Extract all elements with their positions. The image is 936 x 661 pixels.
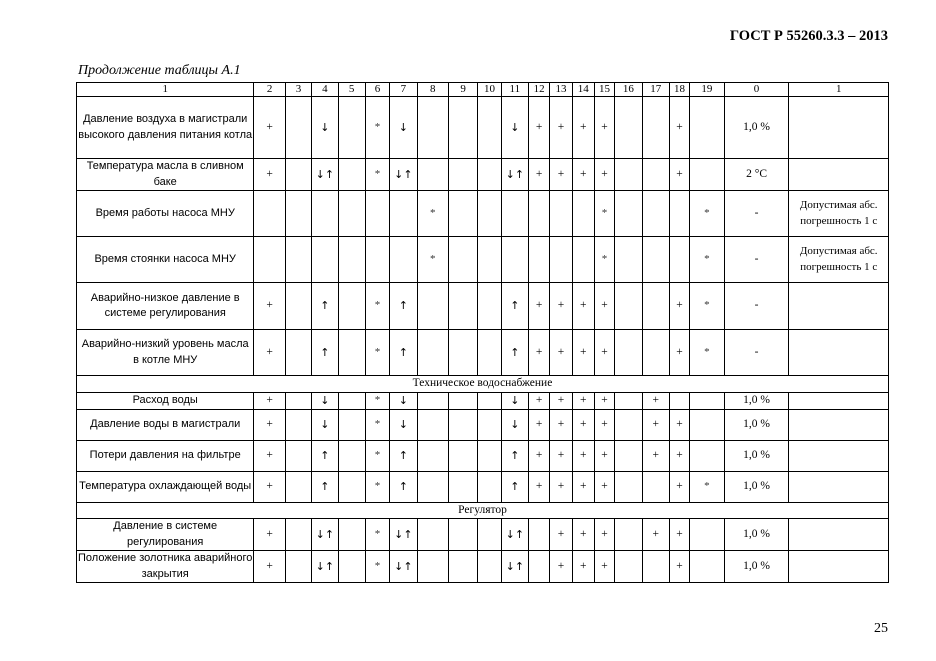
table-row xyxy=(77,330,889,376)
mark-cell xyxy=(338,440,365,471)
mark-cell: + xyxy=(594,393,614,410)
mark-cell xyxy=(690,519,724,551)
section-row xyxy=(77,502,889,519)
mark-cell: * xyxy=(690,283,724,330)
table-row xyxy=(77,283,889,330)
mark-cell: + xyxy=(550,409,572,440)
mark-cell: * xyxy=(690,237,724,283)
mark-cell xyxy=(285,97,311,159)
mark-cell: * xyxy=(365,97,389,159)
section-row xyxy=(77,376,889,393)
accuracy-cell: 1,0 % xyxy=(724,519,789,551)
mark-cell xyxy=(417,393,448,410)
mark-cell: * xyxy=(690,471,724,502)
table-row xyxy=(77,409,889,440)
mark-cell: + xyxy=(642,519,669,551)
mark-cell: + xyxy=(572,393,594,410)
column-header: 17 xyxy=(642,83,669,97)
mark-cell: ↑ xyxy=(312,283,338,330)
mark-cell: + xyxy=(254,159,285,191)
mark-cell: + xyxy=(254,330,285,376)
mark-cell xyxy=(478,440,501,471)
mark-cell: + xyxy=(550,283,572,330)
mark-cell: ↓↑ xyxy=(501,519,528,551)
mark-cell: + xyxy=(254,551,285,583)
mark-cell: + xyxy=(572,409,594,440)
mark-cell: + xyxy=(550,551,572,583)
mark-cell xyxy=(615,97,642,159)
mark-cell xyxy=(448,519,477,551)
mark-cell: ↑ xyxy=(501,283,528,330)
mark-cell: + xyxy=(572,283,594,330)
document-code: ГОСТ Р 55260.3.3 – 2013 xyxy=(729,28,888,44)
mark-cell xyxy=(338,519,365,551)
note-cell xyxy=(789,159,889,191)
mark-cell xyxy=(478,551,501,583)
mark-cell xyxy=(448,97,477,159)
mark-cell xyxy=(448,330,477,376)
mark-cell: ↑ xyxy=(312,471,338,502)
mark-cell: ↓ xyxy=(390,393,417,410)
mark-cell: + xyxy=(669,283,689,330)
mark-cell xyxy=(478,409,501,440)
mark-cell xyxy=(254,237,285,283)
mark-cell: + xyxy=(254,519,285,551)
mark-cell xyxy=(417,551,448,583)
mark-cell xyxy=(529,191,550,237)
mark-cell xyxy=(690,551,724,583)
mark-cell: + xyxy=(254,440,285,471)
mark-cell: * xyxy=(690,330,724,376)
note-cell xyxy=(789,551,889,583)
mark-cell xyxy=(338,330,365,376)
column-header: 12 xyxy=(529,83,550,97)
column-header: 15 xyxy=(594,83,614,97)
mark-cell: + xyxy=(669,330,689,376)
mark-cell xyxy=(417,471,448,502)
mark-cell xyxy=(285,440,311,471)
mark-cell: + xyxy=(254,471,285,502)
mark-cell xyxy=(615,551,642,583)
accuracy-cell: - xyxy=(724,330,789,376)
mark-cell xyxy=(285,237,311,283)
accuracy-cell: 1,0 % xyxy=(724,97,789,159)
mark-cell xyxy=(365,237,389,283)
mark-cell: + xyxy=(572,97,594,159)
mark-cell xyxy=(615,191,642,237)
mark-cell xyxy=(390,191,417,237)
mark-cell: + xyxy=(669,97,689,159)
mark-cell: ↓↑ xyxy=(312,159,338,191)
mark-cell: ↓ xyxy=(312,393,338,410)
mark-cell xyxy=(642,237,669,283)
mark-cell: + xyxy=(669,519,689,551)
mark-cell: ↓↑ xyxy=(312,551,338,583)
mark-cell xyxy=(642,159,669,191)
mark-cell: + xyxy=(642,393,669,410)
accuracy-cell: 1,0 % xyxy=(724,471,789,502)
mark-cell xyxy=(529,519,550,551)
mark-cell: + xyxy=(254,393,285,410)
mark-cell xyxy=(285,159,311,191)
mark-cell: + xyxy=(529,409,550,440)
mark-cell: ↑ xyxy=(390,440,417,471)
mark-cell: * xyxy=(417,237,448,283)
mark-cell xyxy=(615,330,642,376)
mark-cell xyxy=(448,440,477,471)
table-row xyxy=(77,519,889,551)
mark-cell: + xyxy=(669,551,689,583)
mark-cell: * xyxy=(365,393,389,410)
column-header: 1 xyxy=(77,83,254,97)
mark-cell xyxy=(285,191,311,237)
column-header: 1 xyxy=(789,83,889,97)
note-cell xyxy=(789,97,889,159)
mark-cell: * xyxy=(365,409,389,440)
mark-cell: ↓ xyxy=(312,409,338,440)
parameter-name: Потери давления на фильтре xyxy=(77,440,254,471)
column-header: 0 xyxy=(724,83,789,97)
table-row xyxy=(77,159,889,191)
mark-cell xyxy=(669,393,689,410)
note-cell xyxy=(789,471,889,502)
mark-cell xyxy=(615,159,642,191)
mark-cell xyxy=(448,237,477,283)
mark-cell xyxy=(615,409,642,440)
mark-cell xyxy=(478,330,501,376)
mark-cell xyxy=(448,409,477,440)
parameter-name: Давление воздуха в магистрали высокого давления питания котла xyxy=(77,97,254,159)
mark-cell xyxy=(550,237,572,283)
column-header: 4 xyxy=(312,83,338,97)
column-header: 14 xyxy=(572,83,594,97)
mark-cell xyxy=(642,551,669,583)
mark-cell: ↓ xyxy=(501,409,528,440)
mark-cell: + xyxy=(529,283,550,330)
mark-cell: + xyxy=(594,409,614,440)
column-header: 7 xyxy=(390,83,417,97)
mark-cell xyxy=(417,440,448,471)
mark-cell: + xyxy=(254,97,285,159)
note-cell xyxy=(789,330,889,376)
mark-cell: ↓↑ xyxy=(501,159,528,191)
mark-cell: + xyxy=(254,409,285,440)
mark-cell: + xyxy=(550,330,572,376)
mark-cell: + xyxy=(594,471,614,502)
mark-cell: + xyxy=(594,330,614,376)
mark-cell xyxy=(285,519,311,551)
parameter-name: Время стоянки насоса МНУ xyxy=(77,237,254,283)
parameter-name: Расход воды xyxy=(77,393,254,410)
mark-cell: ↓↑ xyxy=(390,551,417,583)
table-row xyxy=(77,191,889,237)
mark-cell: + xyxy=(550,393,572,410)
parameter-name: Давление в системе регулирования xyxy=(77,519,254,551)
mark-cell xyxy=(285,471,311,502)
column-header: 6 xyxy=(365,83,389,97)
accuracy-cell: 1,0 % xyxy=(724,393,789,410)
mark-cell: ↑ xyxy=(390,283,417,330)
accuracy-cell: 1,0 % xyxy=(724,409,789,440)
accuracy-cell: - xyxy=(724,283,789,330)
mark-cell xyxy=(448,551,477,583)
note-cell xyxy=(789,409,889,440)
parameter-name: Аварийно-низкое давление в системе регулирования xyxy=(77,283,254,330)
mark-cell: ↓↑ xyxy=(501,551,528,583)
table-row xyxy=(77,551,889,583)
mark-cell xyxy=(448,283,477,330)
mark-cell: * xyxy=(365,519,389,551)
mark-cell xyxy=(478,471,501,502)
parameters-table xyxy=(76,82,889,583)
mark-cell xyxy=(417,159,448,191)
mark-cell: * xyxy=(365,330,389,376)
mark-cell: + xyxy=(529,97,550,159)
mark-cell: * xyxy=(365,440,389,471)
mark-cell xyxy=(312,237,338,283)
mark-cell xyxy=(417,97,448,159)
mark-cell xyxy=(690,159,724,191)
mark-cell xyxy=(338,393,365,410)
accuracy-cell: - xyxy=(724,191,789,237)
table-body xyxy=(77,83,889,583)
mark-cell: + xyxy=(572,551,594,583)
mark-cell xyxy=(690,440,724,471)
table-row xyxy=(77,471,889,502)
mark-cell xyxy=(390,237,417,283)
mark-cell: ↓ xyxy=(501,97,528,159)
mark-cell: ↑ xyxy=(390,330,417,376)
mark-cell: + xyxy=(572,519,594,551)
mark-cell: ↓ xyxy=(390,97,417,159)
mark-cell: + xyxy=(594,440,614,471)
mark-cell xyxy=(478,97,501,159)
mark-cell: + xyxy=(572,471,594,502)
parameter-name: Положение золотника аварийного закрытия xyxy=(77,551,254,583)
note-cell: Допустимая абс. погрешность 1 с xyxy=(789,237,889,283)
mark-cell: * xyxy=(365,159,389,191)
mark-cell xyxy=(615,237,642,283)
column-header: 19 xyxy=(690,83,724,97)
mark-cell: ↑ xyxy=(312,440,338,471)
mark-cell xyxy=(417,330,448,376)
mark-cell: + xyxy=(594,159,614,191)
mark-cell xyxy=(478,191,501,237)
mark-cell: + xyxy=(669,409,689,440)
mark-cell: + xyxy=(550,97,572,159)
column-header: 10 xyxy=(478,83,501,97)
mark-cell xyxy=(478,237,501,283)
note-cell xyxy=(789,519,889,551)
mark-cell: * xyxy=(594,237,614,283)
mark-cell: + xyxy=(594,519,614,551)
column-header: 11 xyxy=(501,83,528,97)
parameter-name: Аварийно-низкий уровень масла в котле МНУ xyxy=(77,330,254,376)
mark-cell xyxy=(690,393,724,410)
column-header: 16 xyxy=(615,83,642,97)
mark-cell: + xyxy=(594,97,614,159)
mark-cell: ↑ xyxy=(390,471,417,502)
table-row xyxy=(77,440,889,471)
mark-cell xyxy=(615,440,642,471)
accuracy-cell: 1,0 % xyxy=(724,551,789,583)
mark-cell: + xyxy=(550,471,572,502)
mark-cell xyxy=(478,393,501,410)
mark-cell: + xyxy=(572,159,594,191)
table-header-row xyxy=(77,83,889,97)
mark-cell: + xyxy=(642,409,669,440)
mark-cell: + xyxy=(594,551,614,583)
mark-cell xyxy=(338,409,365,440)
mark-cell xyxy=(285,551,311,583)
table-row xyxy=(77,393,889,410)
mark-cell xyxy=(285,393,311,410)
mark-cell xyxy=(642,330,669,376)
mark-cell xyxy=(338,159,365,191)
mark-cell: ↓ xyxy=(390,409,417,440)
mark-cell: ↓ xyxy=(312,97,338,159)
note-cell xyxy=(789,283,889,330)
mark-cell xyxy=(285,330,311,376)
mark-cell xyxy=(615,471,642,502)
table-caption: Продолжение таблицы А.1 xyxy=(78,63,241,78)
mark-cell: + xyxy=(529,159,550,191)
section-title: Техническое водоснабжение xyxy=(77,376,889,393)
accuracy-cell: 2 °С xyxy=(724,159,789,191)
mark-cell xyxy=(417,519,448,551)
mark-cell: * xyxy=(417,191,448,237)
mark-cell: + xyxy=(529,393,550,410)
mark-cell xyxy=(478,159,501,191)
mark-cell: * xyxy=(365,471,389,502)
mark-cell xyxy=(338,97,365,159)
mark-cell xyxy=(501,237,528,283)
mark-cell xyxy=(529,237,550,283)
mark-cell: * xyxy=(365,551,389,583)
mark-cell: + xyxy=(594,283,614,330)
note-cell: Допустимая абс. погрешность 1 с xyxy=(789,191,889,237)
mark-cell xyxy=(338,283,365,330)
mark-cell: + xyxy=(642,440,669,471)
mark-cell: ↓↑ xyxy=(390,519,417,551)
mark-cell: ↑ xyxy=(312,330,338,376)
mark-cell xyxy=(338,551,365,583)
mark-cell xyxy=(448,471,477,502)
mark-cell xyxy=(478,283,501,330)
mark-cell xyxy=(285,283,311,330)
mark-cell xyxy=(642,283,669,330)
table-row xyxy=(77,97,889,159)
column-header: 2 xyxy=(254,83,285,97)
mark-cell: + xyxy=(550,519,572,551)
mark-cell: ↑ xyxy=(501,471,528,502)
mark-cell: ↓↑ xyxy=(312,519,338,551)
parameter-name: Давление воды в магистрали xyxy=(77,409,254,440)
mark-cell xyxy=(550,191,572,237)
mark-cell: + xyxy=(550,159,572,191)
mark-cell xyxy=(417,283,448,330)
mark-cell: ↑ xyxy=(501,440,528,471)
parameter-name: Температура охлаждающей воды xyxy=(77,471,254,502)
mark-cell xyxy=(448,191,477,237)
mark-cell xyxy=(642,471,669,502)
column-header: 5 xyxy=(338,83,365,97)
mark-cell xyxy=(417,409,448,440)
mark-cell: * xyxy=(690,191,724,237)
mark-cell xyxy=(615,519,642,551)
mark-cell xyxy=(501,191,528,237)
mark-cell xyxy=(478,519,501,551)
mark-cell: + xyxy=(669,471,689,502)
mark-cell: + xyxy=(254,283,285,330)
mark-cell: + xyxy=(550,440,572,471)
mark-cell: + xyxy=(669,159,689,191)
table-row xyxy=(77,237,889,283)
note-cell xyxy=(789,393,889,410)
note-cell xyxy=(789,440,889,471)
mark-cell xyxy=(572,237,594,283)
mark-cell xyxy=(338,191,365,237)
column-header: 13 xyxy=(550,83,572,97)
mark-cell xyxy=(254,191,285,237)
column-header: 3 xyxy=(285,83,311,97)
mark-cell xyxy=(690,409,724,440)
mark-cell: * xyxy=(365,283,389,330)
mark-cell xyxy=(642,191,669,237)
parameter-name: Температура масла в сливном баке xyxy=(77,159,254,191)
accuracy-cell: - xyxy=(724,237,789,283)
mark-cell xyxy=(338,471,365,502)
mark-cell: + xyxy=(529,471,550,502)
mark-cell xyxy=(615,283,642,330)
mark-cell xyxy=(448,393,477,410)
mark-cell xyxy=(529,551,550,583)
mark-cell: + xyxy=(529,330,550,376)
mark-cell: * xyxy=(594,191,614,237)
mark-cell: + xyxy=(572,440,594,471)
mark-cell xyxy=(669,191,689,237)
mark-cell: + xyxy=(669,440,689,471)
section-title: Регулятор xyxy=(77,502,889,519)
mark-cell: + xyxy=(529,440,550,471)
mark-cell: ↓ xyxy=(501,393,528,410)
mark-cell xyxy=(615,393,642,410)
mark-cell xyxy=(669,237,689,283)
mark-cell xyxy=(312,191,338,237)
column-header: 18 xyxy=(669,83,689,97)
mark-cell xyxy=(690,97,724,159)
mark-cell: ↓↑ xyxy=(390,159,417,191)
mark-cell xyxy=(448,159,477,191)
mark-cell xyxy=(642,97,669,159)
accuracy-cell: 1,0 % xyxy=(724,440,789,471)
parameter-name: Время работы насоса МНУ xyxy=(77,191,254,237)
mark-cell: ↑ xyxy=(501,330,528,376)
column-header: 9 xyxy=(448,83,477,97)
mark-cell xyxy=(365,191,389,237)
mark-cell xyxy=(572,191,594,237)
mark-cell xyxy=(338,237,365,283)
mark-cell: + xyxy=(572,330,594,376)
mark-cell xyxy=(285,409,311,440)
page-number: 25 xyxy=(874,621,888,636)
column-header: 8 xyxy=(417,83,448,97)
